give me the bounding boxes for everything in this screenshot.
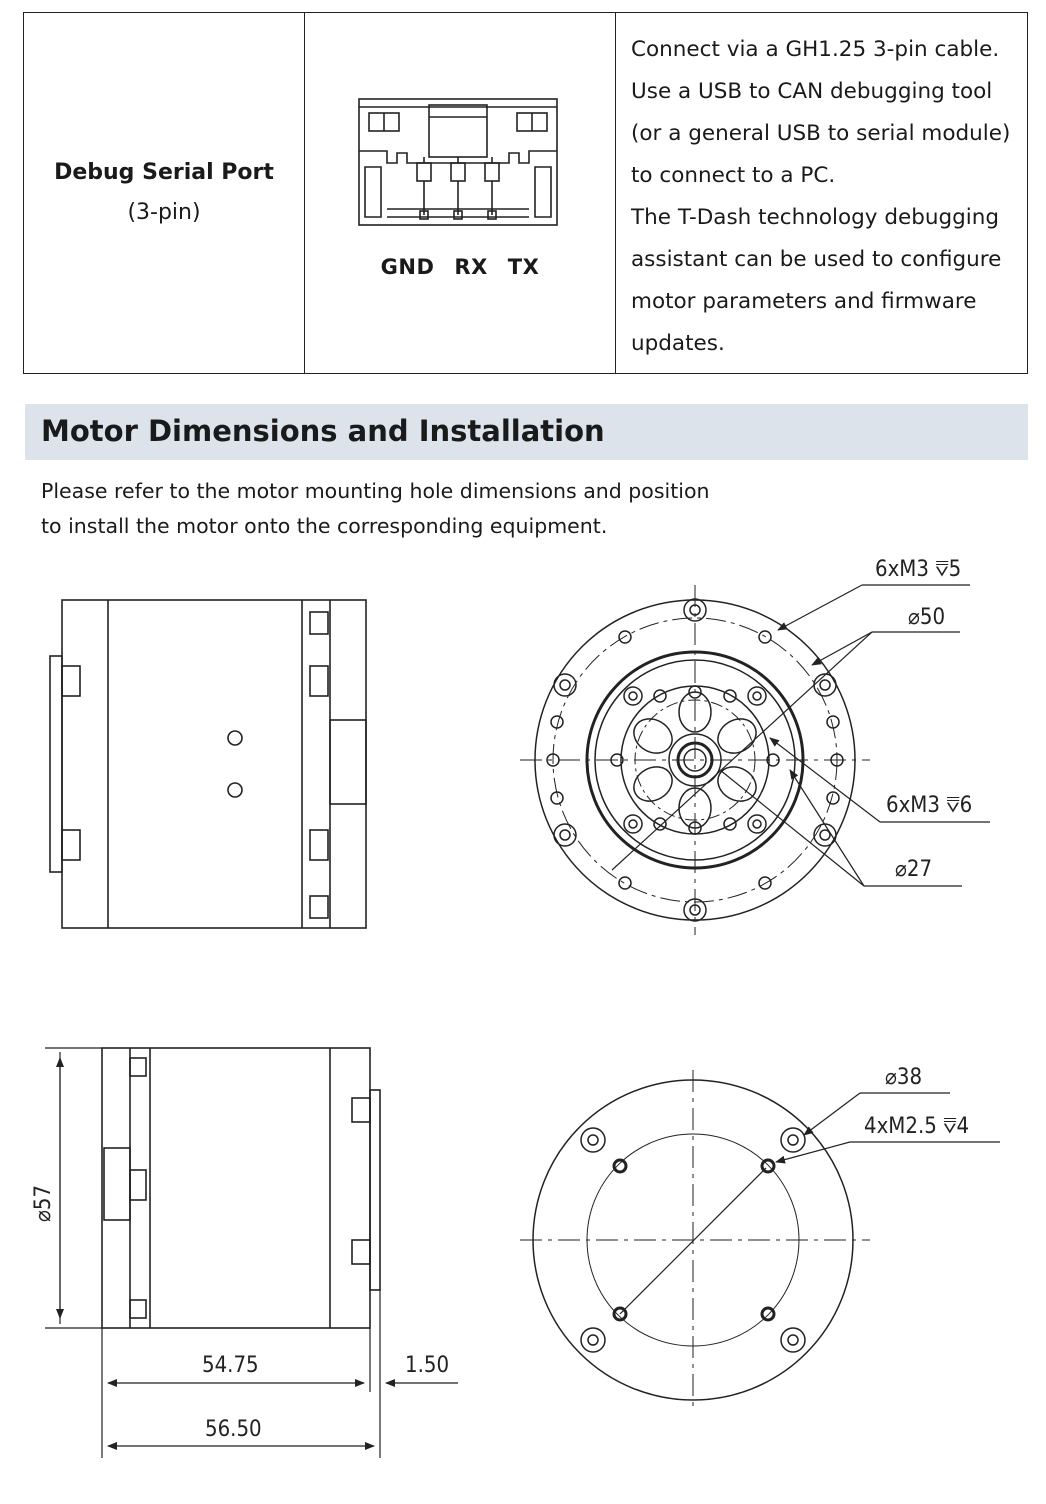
description-line: to connect to a PC. [631, 163, 836, 188]
dim-body-length: 54.75 [202, 1353, 259, 1378]
connector-diagram [357, 97, 561, 229]
description-line: motor parameters and firmware [631, 289, 977, 314]
description-line: assistant can be used to configure [631, 247, 1002, 272]
callout-top-holes: 6xM3 ⩢5 [875, 557, 962, 582]
intro-line: Please refer to the motor mounting hole dimensions and position [41, 479, 710, 503]
dim-diameter: ⌀57 [31, 1184, 56, 1222]
description-line: (or a general USB to serial module) [631, 121, 1011, 146]
callout-inner-holes: 6xM3 ⩢6 [886, 793, 973, 818]
dim-total-length: 56.50 [205, 1417, 262, 1442]
description-line: Use a USB to CAN debugging tool [631, 79, 993, 104]
callout-pcd: ⌀38 [885, 1065, 923, 1090]
dim-flange: 1.50 [405, 1353, 450, 1378]
callout-outer-dia: ⌀50 [908, 605, 946, 630]
port-name: Debug Serial Port [54, 160, 274, 185]
section-title: Motor Dimensions and Installation [41, 414, 605, 448]
side-dimension-lines [45, 1048, 458, 1458]
intro-line: to install the motor onto the corresponding equipment. [41, 514, 608, 538]
description-line: The T-Dash technology debugging [631, 205, 1000, 230]
pin-label-rx: RX [454, 255, 488, 279]
intro-paragraph [41, 474, 709, 544]
port-description [616, 13, 1027, 373]
section-header [25, 404, 1028, 460]
pin-labels [305, 255, 615, 279]
port-pin-count: (3-pin) [127, 200, 201, 225]
callout-rear-holes: 4xM2.5 ⩢4 [864, 1114, 970, 1139]
pin-label-gnd: GND [380, 255, 435, 279]
side-view-bottom [102, 1048, 380, 1328]
technical-drawings [0, 540, 1046, 1504]
description-line: updates. [631, 331, 725, 356]
side-view-top [50, 600, 366, 928]
front-view [520, 585, 990, 935]
pin-label-tx: TX [507, 255, 540, 279]
debug-port-table [23, 12, 1028, 374]
description-line: Connect via a GH1.25 3-pin cable. [631, 37, 1000, 62]
callout-inner-dia: ⌀27 [895, 857, 933, 882]
port-name-cell [24, 13, 305, 373]
connector-cell [305, 13, 616, 373]
